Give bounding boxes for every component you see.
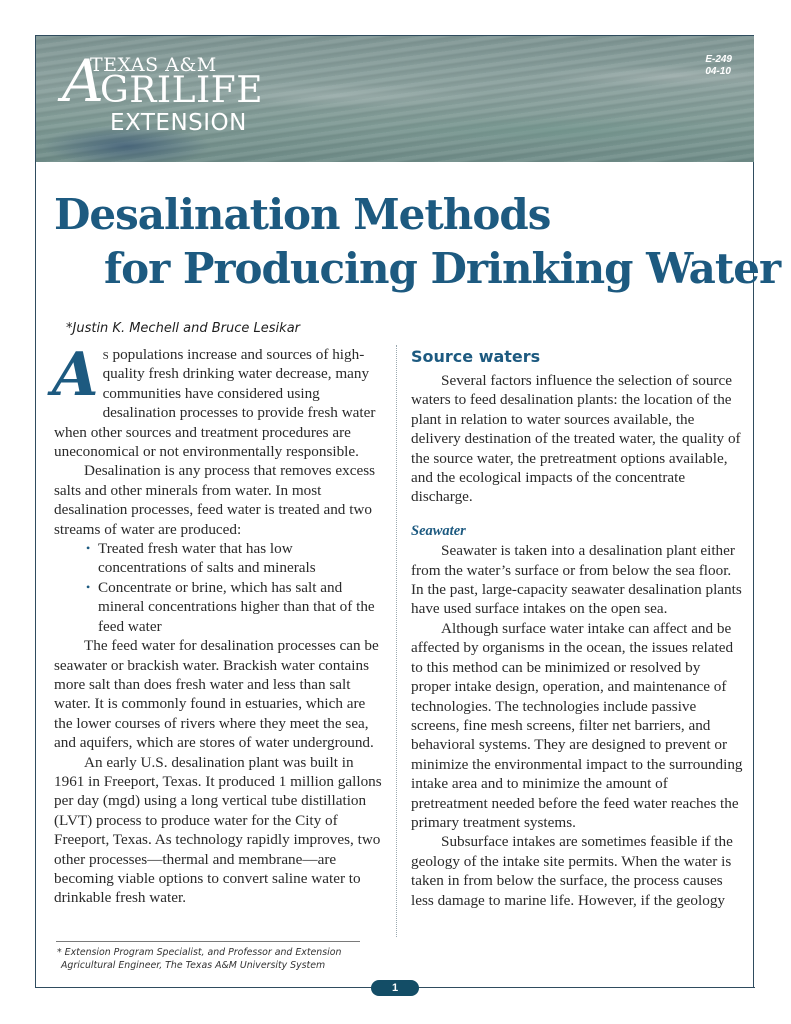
bullet-icon: •	[86, 579, 91, 594]
logo-texas-am: TEXAS A&M	[90, 54, 217, 76]
list-item	[86, 578, 382, 636]
list-item	[86, 539, 382, 578]
page-number: 1	[371, 980, 419, 996]
footnote-rule	[56, 941, 360, 942]
paragraph: Seawater is taken into a desalination plant either from the water’s surface or from below the sea floor. In the past, large-capacity seawater desalination plants have used surface intakes on the open sea.	[411, 542, 742, 618]
intro-text: populations increase and sources of high-quality fresh drinking water decrease, many communities have considered using desalination processes to provide fresh water when other sources and treatment procedures are uneconomical or not environmentally responsible.	[54, 346, 376, 461]
list-item-text: Treated fresh water that has low concentrations of salts and minerals	[98, 540, 316, 577]
footnote-line-1: * Extension Program Specialist, and Professor and Extension	[57, 947, 342, 958]
logo-agrilife: GRILIFE	[100, 70, 263, 111]
intro-smallcaps: s	[102, 346, 109, 363]
right-column	[411, 345, 743, 910]
header-banner	[36, 36, 754, 162]
column-divider	[396, 345, 397, 937]
footnote	[57, 946, 341, 972]
section-heading: Source waters	[411, 347, 541, 366]
paragraph: The feed water for desalination processes can be seawater or brackish water. Brackish water contains more salt than does fresh water and less than salt water. It is commonly found in estuaries, which are the lower courses of rivers where they meet the sea, and aquifers, which are stores of water underground.	[54, 637, 379, 752]
logo-big-letter: A	[62, 47, 104, 115]
paragraph: Subsurface intakes are sometimes feasible if the geology of the intake site permits. When the water is taken in from below the surface, the process causes less damage to marine life. However, if the geology	[411, 833, 733, 909]
publication-code	[705, 54, 732, 78]
bullet-icon: •	[86, 541, 91, 556]
paragraph: Desalination is any process that removes excess salts and other minerals from water. In most desalination processes, feed water is treated and two streams of water are produced:	[54, 462, 376, 538]
publication-date: 04-10	[705, 66, 731, 77]
paragraph: An early U.S. desalination plant was built in 1961 in Freeport, Texas. It produced 1 million gallons per day (mgd) using a long vertical tube distillation (LVT) process to produce water for the City of Freeport, Texas. As technology rapidly improves, two other processes—thermal and membrane—are becoming viable options to convert saline water to drinkable fresh water.	[54, 753, 382, 907]
list-item-text: Concentrate or brine, which has salt and mineral concentrations higher than that of the feed water	[98, 578, 375, 635]
title-line-2: for Producing Drinking Water	[104, 244, 781, 293]
page-title	[54, 188, 780, 296]
logo-extension: EXTENSION	[110, 110, 247, 136]
paragraph: Although surface water intake can affect and be affected by organisms in the ocean, the issues related to this method can be minimized or resolved by proper intake design, operation, and maintenance of technologies. The technologies include passive screens, fine mesh screens, filter net barriers, and behavioral systems. They are designed to prevent or minimize the environmental impact to the surrounding intake area and to minimize the amount of pretreatment needed before the feed water reaches the primary treatment systems.	[411, 619, 743, 831]
footnote-line-2: Agricultural Engineer, The Texas A&M University System	[61, 960, 326, 971]
intro-paragraph	[52, 340, 382, 461]
drop-cap: A	[52, 340, 99, 410]
publication-number: E-249	[705, 54, 732, 65]
left-column	[52, 340, 382, 908]
paragraph: Several factors influence the selection of source waters to feed desalination plants: the location of the plant in relation to water sources available, the delivery destination of the treated water, the quality of the source water, the pretreatment options available, and the ecological impacts of the concentrate discharge.	[411, 372, 741, 506]
subsection-heading: Seawater	[411, 522, 466, 539]
authors: *Justin K. Mechell and Bruce Lesikar	[66, 321, 301, 336]
title-line-1: Desalination Methods	[54, 190, 551, 239]
bullet-list	[54, 539, 382, 636]
